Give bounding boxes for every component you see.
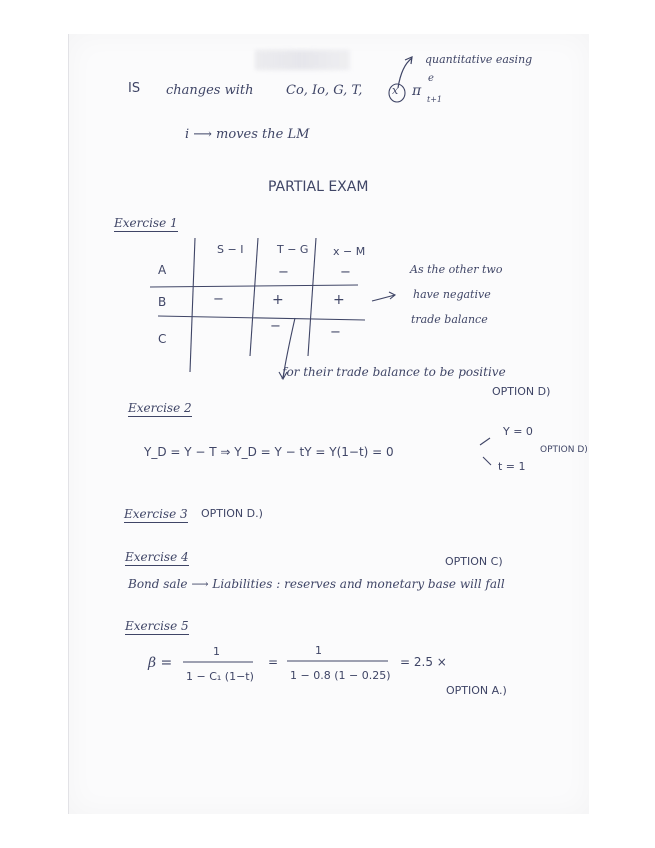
table-cell: − <box>330 325 341 340</box>
exercise-1-answer: OPTION D) <box>492 385 551 398</box>
branch-tick-top <box>480 438 490 445</box>
exercise-3-answer: OPTION D.) <box>201 507 263 520</box>
column-header: T − G <box>277 243 309 256</box>
table-vline-3 <box>308 238 316 356</box>
table-vline-2 <box>250 238 258 356</box>
exercise-2-label: Exercise 2 <box>128 401 192 415</box>
note-line: As the other two <box>410 263 503 276</box>
exercise-4-answer: OPTION C) <box>445 555 503 568</box>
fraction-2-numerator: 1 <box>315 644 322 657</box>
exercise-1-label: Exercise 1 <box>114 216 178 230</box>
note-line: have negative <box>413 288 491 301</box>
annotation-text: quantitative easing <box>425 53 533 66</box>
i-line: i ⟶ moves the LM <box>185 127 310 142</box>
is-variables: Co, Io, G, T, <box>286 83 363 98</box>
fraction-1-numerator: 1 <box>213 645 220 658</box>
multiplier-result: = 2.5 × <box>400 655 447 669</box>
beta-symbol: β = <box>148 655 173 671</box>
is-label: IS <box>128 81 141 96</box>
row-label: B <box>158 295 167 309</box>
column-header: S − I <box>217 243 244 256</box>
exercise-4-text: Bond sale ⟶ Liabilities : reserves and monetary base will fall <box>128 577 505 591</box>
fraction-1-denominator: 1 − C₁ (1−t) <box>186 670 254 683</box>
branch-bottom: t = 1 <box>498 460 526 473</box>
exercise-2-equation: Y_D = Y − T ⇒ Y_D = Y − tY = Y(1−t) = 0 <box>144 445 394 459</box>
is-text: changes with <box>166 83 254 98</box>
table-cell: − <box>213 292 224 307</box>
pi-superscript: e <box>428 73 434 84</box>
pi-subscript: t+1 <box>427 95 443 104</box>
table-cell: − <box>270 319 281 334</box>
page-title: PARTIAL EXAM <box>268 179 369 195</box>
footnote-text: for their trade balance to be positive <box>282 365 506 379</box>
exercise-4-label: Exercise 4 <box>125 550 189 564</box>
table-hline-1 <box>150 285 358 287</box>
table-cell: + <box>272 292 284 308</box>
exercise-2-answer: OPTION D) <box>540 445 588 455</box>
table-vline-1 <box>190 238 195 372</box>
equals-sign: = <box>268 655 279 669</box>
table-cell: − <box>340 265 351 280</box>
branch-top: Y = 0 <box>503 425 533 438</box>
note-line: trade balance <box>411 313 488 326</box>
exercise-3-label: Exercise 3 <box>124 507 188 521</box>
column-header: x − M <box>333 245 366 258</box>
branch-tick-bottom <box>483 457 491 465</box>
table-cell: − <box>278 265 289 280</box>
row-label: A <box>158 263 167 277</box>
table-cell: + <box>333 292 345 308</box>
pi-symbol: π <box>412 83 422 99</box>
exercise-5-answer: OPTION A.) <box>446 684 507 697</box>
fraction-2-denominator: 1 − 0.8 (1 − 0.25) <box>290 669 391 682</box>
row-label: C <box>158 332 167 346</box>
annotation-arrow <box>398 58 412 88</box>
circled-variable: x <box>392 84 399 97</box>
exercise-5-label: Exercise 5 <box>125 619 189 633</box>
table-hline-2 <box>158 316 365 320</box>
